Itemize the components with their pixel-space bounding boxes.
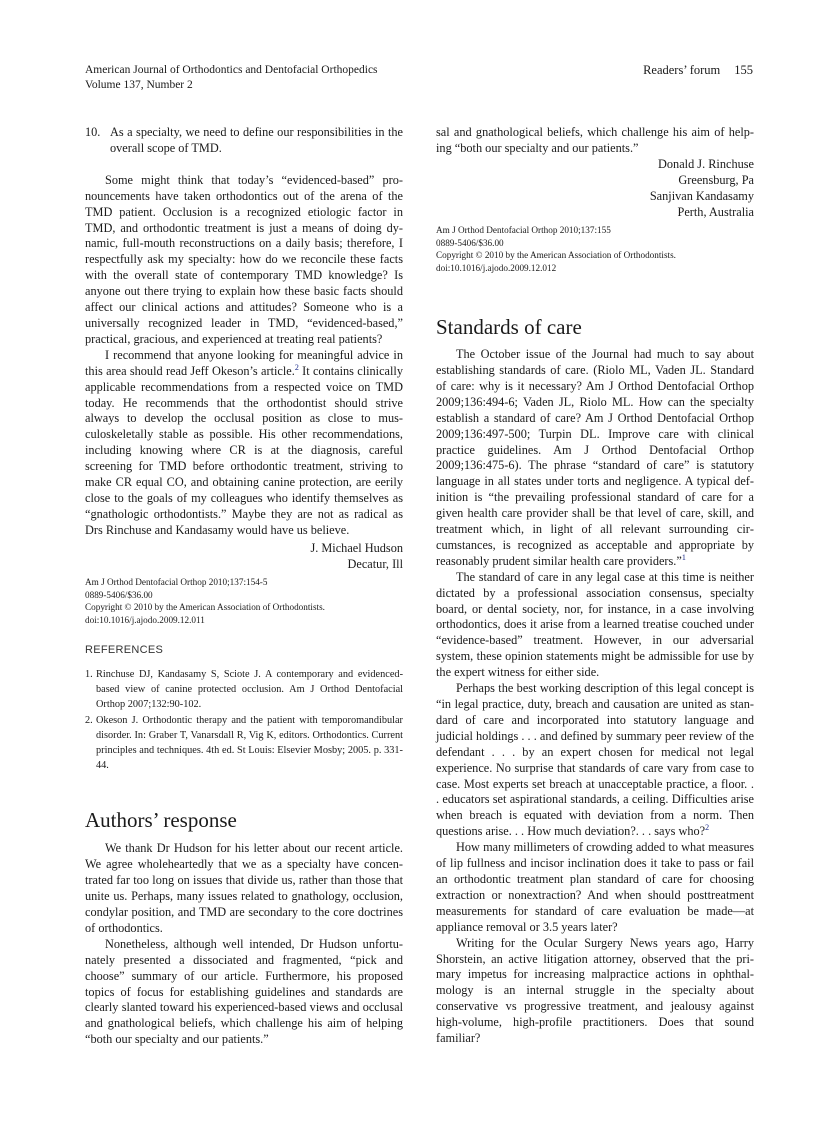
author-name: Sanjivan Kandasamy [649,188,754,203]
citation: Am J Orthod Dentofacial Orthop 2010;137:154-5 [85,577,268,588]
reference-item [85,713,403,774]
response-paragraph-continued: sal and gnathological beliefs, which challenge his aim of helping “both our specialty and our patients.” [436,125,754,155]
author-location: Decatur, Ill [347,556,403,571]
copyright: Copyright © 2010 by the American Association of Orthodontists. [85,602,325,613]
page-number: 155 [734,63,753,77]
letter-paragraph: Some might think that today’s “evidenced-based” pronouncements have taken orthodontics out of the arena of the TMD patient. Occlusion is a recognized etiologic factor in TMD, and orthodontic treatment is just a means of doing dynamic, full-mouth reconstructions on a daily basis; therefore, I respectfully ask my specialty: how do we reconcile these facts with the overall state of contemporary TMD knowledge? Is anyone out there trying to explain how these basic facts should affect our clinical actions and attitudes? Someone who is a universally recognized leader in TMD, “evidenced-based,” practical, gracious, and experienced at treating real patients? [85,172,403,346]
section-heading-authors-response: Authors’ response [85,808,237,833]
issn: 0889-5406/$36.00 [85,589,153,600]
response-signatures [436,157,754,221]
list-item-number: 10. [85,125,101,139]
standards-paragraph-text: Perhaps the best working description of this legal concept is “in legal practice, duty, breach and causation are united as standard of care and incorporated into statutory language and judicial holdings . . . and defined by summary peer review of the defendant . . . by an expert chosen for medical not legal experience. No surprise that standards of care vary from case to case. Most experts set breach at unacceptable practice, a floor. . . educators set aspirational standards, a ceiling. Difficulties arise when breach is equated with deviation from a norm. Then questions arise. . . How much deviation?. . . says who? [436,681,754,839]
section-heading-standards-of-care: Standards of care [436,315,582,340]
author-location: Greensburg, Pa [678,172,754,187]
list-item-text: As a specialty, we need to define our responsibilities in the overall scope of TMD. [110,125,403,155]
standards-paragraph [436,681,754,840]
article-meta [85,576,403,626]
doi[interactable]: doi:10.1016/j.ajodo.2009.12.011 [85,614,205,625]
response-paragraph: Nonetheless, although well intended, Dr Hudson unfortunately presented a dissociated and fragmented, “pick and choose” summary of our article. Furthermore, his proposed topics of focus for establishing guidelines and standards are clearly slanted toward his experienced-based views and occlusal and gnathological beliefs, which challenge his aim of helping “both our specialty and our patients.” [85,936,403,1047]
standards-paragraph: Writing for the Ocular Surgery News years ago, Harry Shorstein, an active litigation attorney, observed that the primary impetus for increasing malpractice actions in ophthalmology is an internal struggle in the specialty about conservative vs progressive treatment, and jealousy against high-volume, high-profile practitioners. Does that sound familiar? [436,935,754,1046]
left-column [85,125,403,1065]
journal-volume: Volume 137, Number 2 [85,79,193,91]
numbered-list-item [85,125,403,157]
letter-signature [85,541,403,573]
standards-paragraph [436,347,754,570]
journal-title: American Journal of Orthodontics and Dentofacial Orthopedics [85,64,378,76]
doi[interactable]: doi:10.1016/j.ajodo.2009.12.012 [436,262,557,273]
standards-paragraph: The standard of care in any legal case at this time is neither dictated by a professional association consensus, specialty board, or dental society, nor, for instance, in a case involving orthodontics, does it arise from a learned treatise couched under “evidence-based” treatment. However, in our adversarial system, these opinion statements might be admissible for use by the expert witness for either side. [436,569,754,680]
author-name: Donald J. Rinchuse [658,156,754,171]
section-and-page [643,63,753,78]
letter-paragraph-text: It contains clinically applicable recommendations from a respected voice on TMD today. He recommends that the orthodontist should strive always to develop the occlusal position as close to musculoskeletally stable as possible. His other recommendations, including knowing where CR is at the diagnosis, careful screening for TMD before orthodontic treatment, striving to make CR equal CO, and obtaining canine protection, are eerily close to the goals of my colleagues who identify themselves as “gnathologic orthodontists.” Maybe they are not as radical as Drs Rinchuse and Kandasamy would have us believe. [85,363,403,537]
issn: 0889-5406/$36.00 [436,237,504,248]
author-name: J. Michael Hudson [310,540,403,555]
references-heading: REFERENCES [85,644,164,657]
reference-number: 1. [85,669,93,680]
reference-superscript[interactable]: 1 [681,552,686,562]
right-column [436,125,754,1047]
letter-paragraph-text: I recommend that anyone looking for meaningful advice in this area should read Jeff Okeson’s article. [85,347,403,378]
letter-paragraph [85,348,403,539]
reference-text: Rinchuse DJ, Kandasamy S, Sciote J. A contemporary and evidenced-based view of canine protected occlusion. Am J Orthod Dentofacial Orthop 2007;132:90-102. [96,669,403,711]
reference-text: Okeson J. Orthodontic therapy and the patient with temporomandibular disorder. In: Graber T, Vanarsdall R, Vig K, editors. Orthodontics. Current principles and techniques. 4th ed. St Louis: Elsevier Mosby; 2005. p. 331-44. [96,714,403,772]
reference-superscript[interactable]: 2 [294,362,299,372]
reference-superscript[interactable]: 2 [705,823,710,833]
standards-paragraph-text: The October issue of the Journal had much to say about establishing standards of care. (Riolo ML, Vaden JL. Standard of care: why is it necessary? Am J Orthod Dentofacial Orthop 2009;136:494-6; Vaden JL, Riolo ML. How can the specialty establish a standard of care? Am J Orthod Dentofacial Orthop 2009;136:497-500; Turpin DL. Improve care with clinical practice guidelines. Am J Orthod Dentofacial Orthop 2009;136:475-6). The phrase “standard of care” is statutory language in all states under torts and negligence. A typical definition is “the prevailing professional standard of care for a given health care provider shall be that level of care, skill, and treatment which, in light of all relevant surrounding circumstances, is recognized as acceptable and appropriate by reasonably prudent similar health care providers.” [436,347,754,568]
author-location: Perth, Australia [677,204,754,219]
article-meta [436,224,754,274]
copyright: Copyright © 2010 by the American Association of Orthodontists. [436,250,676,261]
response-paragraph: We thank Dr Hudson for his letter about our recent article. We agree wholeheartedly that we as a specialty have concentrated far too long on issues that divide us, rather than those that unite us. Perhaps, many issues related to gnathology, occlusion, condylar position, and TMD are secondary to the core doctrines of orthodontics. [85,841,403,935]
citation: Am J Orthod Dentofacial Orthop 2010;137:155 [436,225,611,236]
reference-number: 2. [85,714,93,726]
journal-info [85,63,378,93]
reference-item [85,667,403,713]
section-name: Readers’ forum [643,63,721,77]
standards-paragraph: How many millimeters of crowding added to what measures of lip fullness and incisor inclination does it take to pass or fail an orthodontic treatment plan standard of care for choosing extraction or nonextraction? And when should posttreatment measurements for standard of care evaluation be made—at appliance removal or 3.5 years later? [436,840,754,934]
